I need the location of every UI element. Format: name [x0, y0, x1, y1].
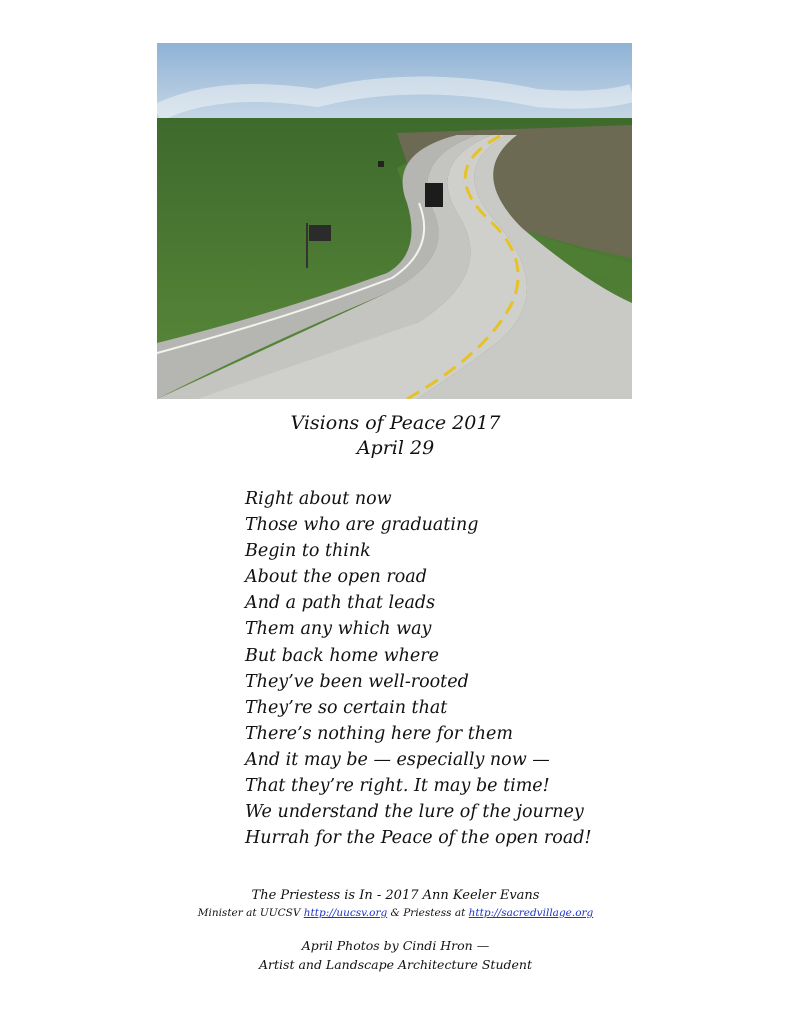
poem-line: Begin to think [245, 541, 371, 562]
poem-line: About the open road [245, 567, 427, 588]
uucsv-link[interactable]: http://uucsv.org [303, 907, 388, 919]
credit-line: The Priestess is In - 2017 Ann Keeler Evans [251, 888, 540, 903]
poem-line: We understand the lure of the journey [245, 802, 584, 823]
poem-line: Right about now [245, 489, 392, 509]
sacredvillage-link[interactable]: http://sacredvillage.org [468, 907, 594, 919]
poem-line: They’re so certain that [245, 697, 448, 718]
poem-line: There’s nothing here for them [245, 723, 513, 744]
poem-line: But back home where [245, 645, 439, 666]
poem-line: Those who are graduating [245, 515, 479, 536]
minister-label: Minister at UUCSV [197, 907, 301, 919]
poem-line: And a path that leads [245, 593, 436, 614]
date-heading: April 29 [356, 437, 435, 459]
artist-credit: Artist and Landscape Architecture Student [259, 957, 532, 972]
links-line [0, 907, 791, 919]
poem-line: They’ve been well-rooted [245, 671, 469, 692]
poem-line: And it may be — especially now — [245, 749, 550, 770]
poem-line: Them any which way [245, 619, 432, 640]
page-title: Visions of Peace 2017 [290, 412, 501, 434]
photo-credit: April Photos by Cindi Hron — [301, 938, 490, 953]
poem-line: That they’re right. It may be time! [245, 776, 550, 797]
priestess-label: & Priestess at [390, 907, 466, 919]
poem-line: Hurrah for the Peace of the open road! [245, 828, 592, 849]
winding-road-photo [157, 43, 632, 399]
poem [245, 486, 665, 851]
